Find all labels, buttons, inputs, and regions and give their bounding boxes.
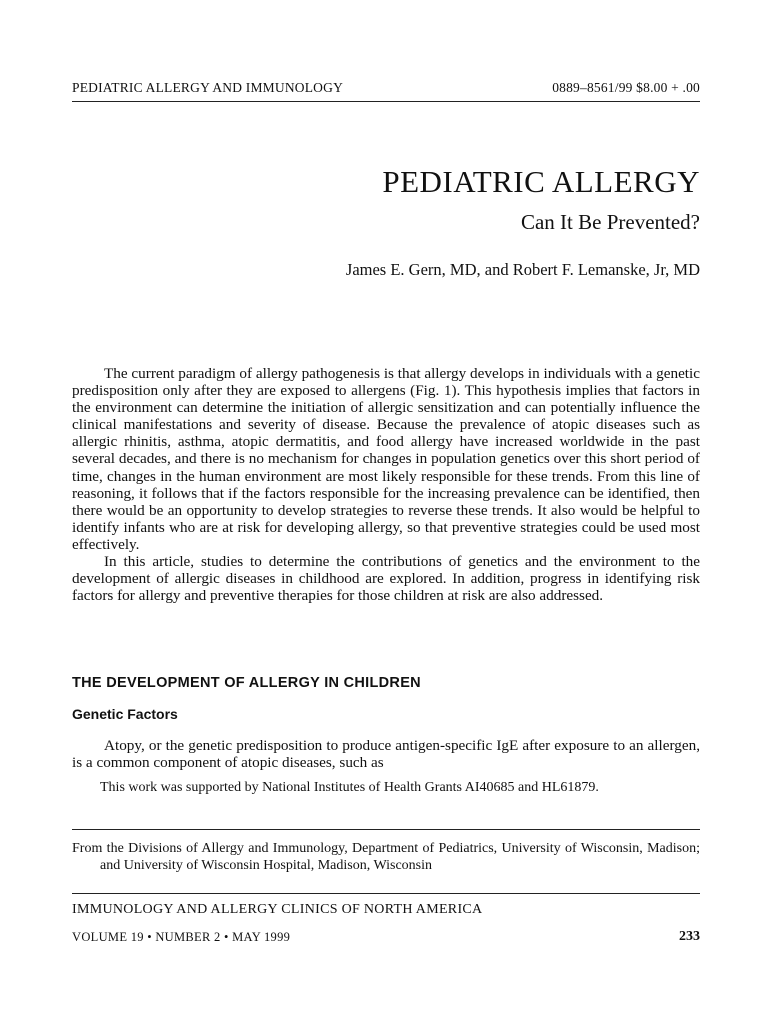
genetic-factors-text [72,737,700,771]
section-heading: THE DEVELOPMENT OF ALLERGY IN CHILDREN [72,675,421,691]
footer-journal-name: IMMUNOLOGY AND ALLERGY CLINICS OF NORTH AMERICA [72,902,483,917]
affiliation-text: From the Divisions of Allergy and Immunology, Department of Pediatrics, University of Wisconsin, Madison; and University of Wisconsin Hospital, Madison, Wisconsin [72,841,700,873]
footer-rule [72,893,700,894]
article-title: PEDIATRIC ALLERGY [382,164,700,199]
article-authors: James E. Gern, MD, and Robert F. Lemanske, Jr, MD [345,260,700,279]
intro-paragraph-1: The current paradigm of allergy pathogenesis is that allergy develops in individuals with a genetic predisposition only after they are exposed to allergens (Fig. 1). This hypothesis implies that factors in the environment can determine the initiation of allergic sensitization and can potentially influence the clinical manifestations and severity of disease. Because the prevalence of atopic diseases such as allergic rhinitis, asthma, atopic dermatitis, and food allergy have increased worldwide in the past several decades, and there is no mechanism for changes in population genetics over this short period of time, changes in the human environment are most likely responsible for these trends. From this line of reasoning, it follows that if the factors responsible for the increasing prevalence can be identified, then there would be an opportunity to develop strategies to reverse these trends. It also would be helpful to identify infants who are at risk for developing allergy, so that preventive strategies could be used most effectively. [72,365,700,553]
subsection-heading: Genetic Factors [72,706,178,722]
article-subtitle: Can It Be Prevented? [520,210,700,234]
footer-issue-info: VOLUME 19 • NUMBER 2 • MAY 1999 [72,930,291,944]
page-number: 233 [679,929,700,944]
running-head-journal: PEDIATRIC ALLERGY AND IMMUNOLOGY [72,80,344,95]
funding-footnote [72,779,700,796]
running-head-price-code: 0889–8561/99 $8.00 + .00 [552,80,700,95]
footnote-rule [72,829,700,830]
author-affiliation [72,840,700,874]
funding-footnote-text: This work was supported by National Institutes of Health Grants AI40685 and HL61879. [100,780,599,795]
header-rule [72,101,700,102]
intro-text [72,365,700,604]
intro-paragraph-2: In this article, studies to determine the contributions of genetics and the environment to the development of allergic diseases in childhood are explored. In addition, progress in identifying risk factors for allergy and preventive therapies for those children at risk are also addressed. [72,553,700,605]
genetic-paragraph: Atopy, or the genetic predisposition to produce antigen-specific IgE after exposure to an allergen, is a common component of atopic diseases, such as [72,737,700,772]
